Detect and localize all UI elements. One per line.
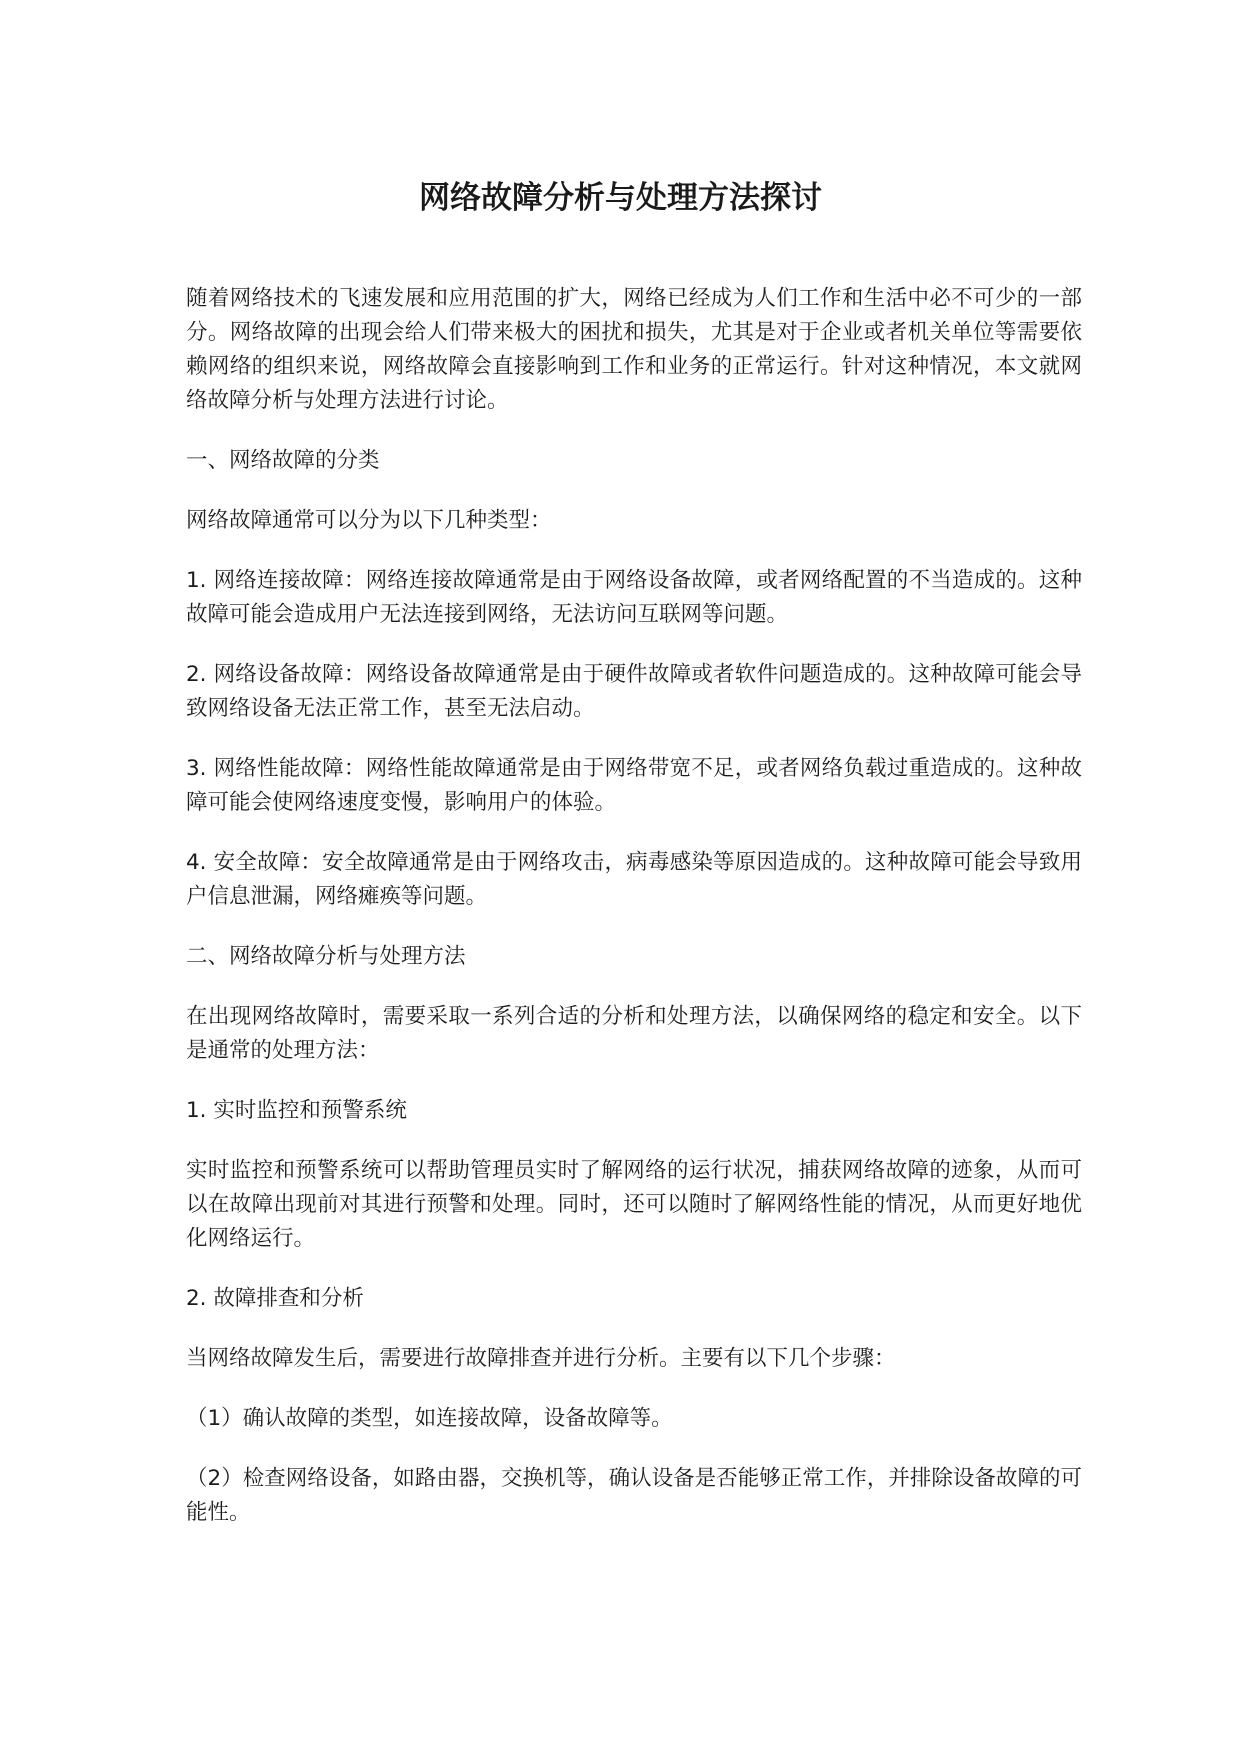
intro-paragraph: 随着网络技术的飞速发展和应用范围的扩大，网络已经成为人们工作和生活中必不可少的一部分。网络故障的出现会给人们带来极大的困扰和损失，尤其是对于企业或者机关单位等需要依赖网络的组织来说，网络故障会直接影响到工作和业务的正常运行。针对这种情况，本文就网络故障分析与处理方法进行讨论。: [186, 286, 1082, 413]
methods-intro: 在出现网络故障时，需要采取一系列合适的分析和处理方法，以确保网络的稳定和安全。以下是通常的处理方法：: [186, 1004, 1082, 1063]
list-item-security-fault: 4. 安全故障：安全故障通常是由于网络攻击，病毒感染等原因造成的。这种故障可能会导致用户信息泄漏，网络瘫痪等问题。: [186, 850, 1082, 909]
list-item-performance-fault: 3. 网络性能故障：网络性能故障通常是由于网络带宽不足，或者网络负载过重造成的。这种故障可能会使网络速度变慢，影响用户的体验。: [186, 756, 1082, 815]
step-2: （2）检查网络设备，如路由器，交换机等，确认设备是否能够正常工作，并排除设备故障的可能性。: [186, 1466, 1082, 1525]
step-1: （1）确认故障的类型，如连接故障，设备故障等。: [186, 1406, 673, 1431]
monitoring-paragraph: 实时监控和预警系统可以帮助管理员实时了解网络的运行状况，捕获网络故障的迹象，从而可以在故障出现前对其进行预警和处理。同时，还可以随时了解网络性能的情况，从而更好地优化网络运行。: [186, 1158, 1082, 1251]
troubleshooting-intro: 当网络故障发生后，需要进行故障排查并进行分析。主要有以下几个步骤：: [186, 1346, 896, 1371]
document-body: [186, 282, 1082, 1556]
list-item-device-fault: 2. 网络设备故障：网络设备故障通常是由于硬件故障或者软件问题造成的。这种故障可能会导致网络设备无法正常工作，甚至无法启动。: [186, 662, 1082, 721]
classification-intro: 网络故障通常可以分为以下几种类型：: [186, 508, 552, 533]
section-heading-methods: 二、网络故障分析与处理方法: [186, 944, 466, 969]
document-title: 网络故障分析与处理方法探讨: [419, 180, 822, 216]
subheading-troubleshooting: 2. 故障排查和分析: [186, 1286, 364, 1311]
subheading-monitoring: 1. 实时监控和预警系统: [186, 1098, 407, 1123]
list-item-connection-fault: 1. 网络连接故障：网络连接故障通常是由于网络设备故障，或者网络配置的不当造成的。这种故障可能会造成用户无法连接到网络，无法访问互联网等问题。: [186, 568, 1082, 627]
section-heading-classification: 一、网络故障的分类: [186, 448, 380, 473]
